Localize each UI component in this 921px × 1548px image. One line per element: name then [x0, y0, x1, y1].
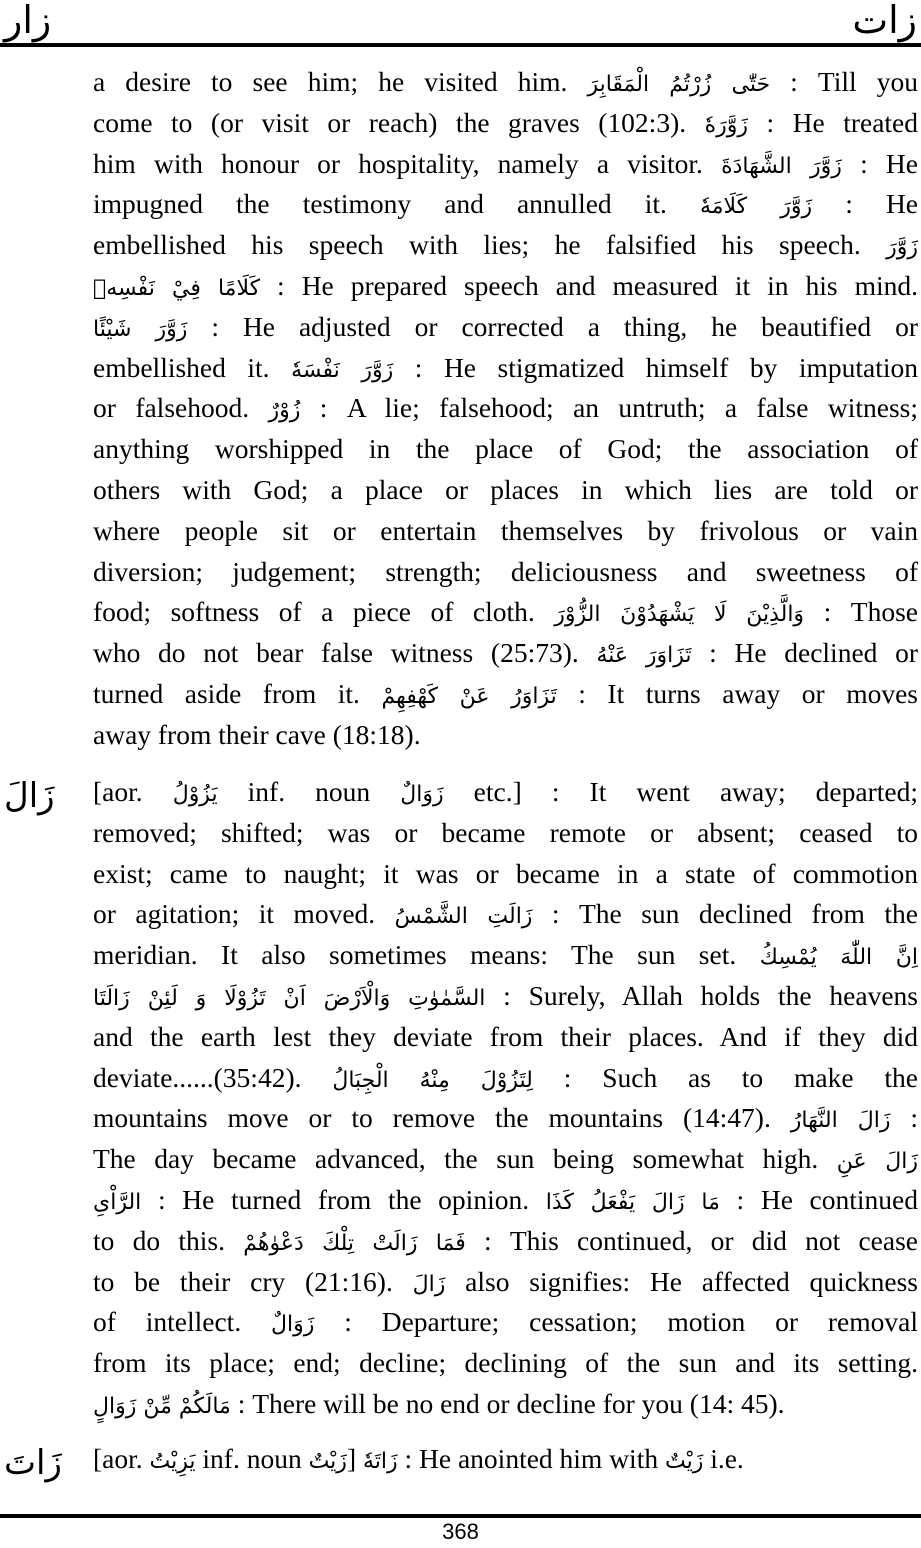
- english-text: who do not bear false witness (25:73).: [93, 637, 597, 669]
- entry-zala: [93, 772, 918, 1425]
- header-left-word: زار: [4, 0, 52, 42]
- text-line: [93, 144, 918, 185]
- arabic-phrase: زَوَّرَ الشَّهَادَةَ: [721, 153, 842, 179]
- english-text: embellished it.: [93, 351, 292, 383]
- text-line: [93, 1439, 918, 1480]
- text-line: [93, 62, 918, 103]
- english-text: : He continued: [719, 1183, 918, 1215]
- english-text: meridian. It also sometimes means: The sun set.: [93, 939, 760, 971]
- english-text: and the earth lest they deviate from their places. And if they did: [93, 1020, 918, 1052]
- english-text: mountains move or to remove the mountains (14:47).: [93, 1102, 791, 1134]
- arabic-phrase: لِتَزُوْلَ مِنْهُ الْجِبَالُ: [332, 1067, 533, 1093]
- english-text: : He turned from the opinion.: [141, 1183, 546, 1215]
- text-line: [93, 1180, 918, 1221]
- text-line: [93, 266, 918, 307]
- arabic-phrase: زَوَّرَ نَفْسَهٗ: [291, 357, 394, 383]
- english-text: : He: [841, 147, 918, 179]
- english-text: where people sit or entertain themselves by frivolous or vain: [93, 514, 918, 546]
- english-text: to be their cry (21:16).: [93, 1265, 413, 1297]
- text-line: [93, 429, 918, 470]
- english-text: : Such as to make the: [532, 1061, 918, 1093]
- english-text: also signifies: He affected quickness: [445, 1265, 918, 1297]
- arabic-phrase: الرَّاْىِ: [93, 1189, 142, 1215]
- english-text: [aor.: [93, 776, 173, 807]
- english-text: : He adjusted or corrected a thing, he beautified or: [187, 310, 918, 342]
- arabic-phrase: زَوَّرَ شَيْئًا: [93, 316, 188, 342]
- arabic-phrase: وَالَّذِيْنَ لَا يَشْهَدُوْنَ الزُّوْرَ: [554, 602, 805, 628]
- text-line: [93, 935, 918, 976]
- english-text: : Till you: [770, 66, 918, 97]
- english-text: come to (or visit or reach) the graves (102:3).: [93, 106, 705, 138]
- english-text: to do this.: [93, 1224, 244, 1256]
- arabic-phrase: زَيْتٌ: [308, 1449, 347, 1474]
- english-text: others with God; a place or places in which lies are told or: [93, 473, 918, 505]
- english-text: : There will be no end or decline for you (14: 45).: [230, 1387, 785, 1419]
- arabic-phrase: تَزَاوَرَ عَنْهُ: [596, 643, 692, 669]
- text-line: [93, 1262, 918, 1303]
- text-line: [93, 348, 918, 389]
- arabic-phrase: زَوَّرَهٗ: [704, 112, 749, 138]
- english-text: from its place; end; decline; declining of the sun and its setting.: [93, 1347, 918, 1379]
- arabic-phrase: زَاتَهٗ: [362, 1449, 398, 1474]
- text-line: [93, 854, 918, 895]
- english-text: : Departure; cessation; motion or removal: [314, 1306, 918, 1338]
- arabic-phrase: زَوَّرَ: [886, 235, 918, 261]
- text-line: [93, 307, 918, 348]
- english-text: :: [890, 1102, 918, 1134]
- text-line: [93, 388, 918, 429]
- text-line: [93, 813, 918, 854]
- arabic-phrase: زَالَ النَّهَارُ: [790, 1108, 891, 1134]
- arabic-phrase: اِنَّ اللّٰهَ يُمْسِكُ: [759, 945, 918, 971]
- arabic-phrase: السَّمٰوٰتِ وَالْاَرْضَ اَنْ تَزُوْلَا وَ لَئِنْ زَالَتَا: [93, 985, 486, 1011]
- text-line: [93, 976, 918, 1017]
- arabic-phrase: تَزَاوَرُ عَنْ كَهْفِهِمْ: [381, 683, 557, 709]
- text-line: [93, 1017, 918, 1058]
- header-rule: [0, 43, 921, 47]
- text-line: [93, 225, 918, 266]
- english-text: : The sun declined from the: [532, 898, 918, 930]
- entry-zata: [93, 1439, 918, 1480]
- english-text: or agitation; it moved.: [93, 898, 395, 930]
- english-text: : He anointed him with: [397, 1443, 665, 1474]
- text-line: [93, 184, 918, 225]
- arabic-phrase: زَالَ عَنِ: [836, 1149, 918, 1175]
- english-text: embellished his speech with lies; he falsified his speech.: [93, 229, 887, 261]
- english-text: a desire to see him; he visited him.: [93, 66, 588, 97]
- english-text: etc.] : It went away; departed;: [443, 776, 918, 807]
- english-text: i.e.: [703, 1443, 744, 1474]
- arabic-phrase: زَوَالٌ: [271, 1312, 315, 1338]
- text-line: [93, 715, 918, 756]
- text-line: [93, 592, 918, 633]
- text-line: [93, 511, 918, 552]
- text-line: [93, 1384, 918, 1425]
- arabic-phrase: مَا زَالَ يَفْعَلُ كَذَا: [545, 1189, 720, 1215]
- text-line: [93, 674, 918, 715]
- english-text: deviate......(35:42).: [93, 1061, 333, 1093]
- english-text: : This continued, or did not cease: [465, 1224, 918, 1256]
- english-text: [aor.: [93, 1443, 150, 1474]
- arabic-phrase: كَلَامًا فِيْ نَفْسِهٖ: [93, 275, 261, 301]
- arabic-phrase: زَيْتٌ: [664, 1449, 704, 1474]
- text-line: [93, 772, 918, 813]
- arabic-phrase: يَزِيْتُ: [149, 1449, 196, 1474]
- english-text: : Those: [804, 596, 918, 628]
- english-text: exist; came to naught; it was or became in a state of commotion: [93, 857, 918, 889]
- english-text: removed; shifted; was or became remote or absent; ceased to: [93, 816, 918, 848]
- english-text: : He: [812, 188, 918, 220]
- text-line: [93, 1058, 918, 1099]
- english-text: him with honour or hospitality, namely a visitor.: [93, 147, 722, 179]
- arabic-phrase: زَالَ: [412, 1271, 446, 1297]
- english-text: or falsehood.: [93, 392, 269, 424]
- headword-zata: زَاتَ: [4, 1443, 62, 1483]
- arabic-phrase: زُوْرٌ: [268, 398, 301, 424]
- english-text: impugned the testimony and annulled it.: [93, 188, 700, 220]
- english-text: anything worshipped in the place of God; the association of: [93, 433, 918, 465]
- entry-continuation: [93, 62, 918, 756]
- english-text: inf. noun: [195, 1443, 309, 1474]
- text-line: [93, 1302, 918, 1343]
- page-number: 368: [442, 1519, 479, 1544]
- arabic-phrase: مَالَكُمْ مِّنْ زَوَالٍ: [93, 1393, 231, 1419]
- english-text: : He stigmatized himself by imputation: [393, 351, 918, 383]
- text-line: [93, 552, 918, 593]
- text-line: [93, 1221, 918, 1262]
- english-text: turned aside from it.: [93, 677, 382, 709]
- header-right-word: زات: [852, 0, 917, 42]
- english-text: diversion; judgement; strength; deliciousness and sweetness of: [93, 555, 918, 587]
- english-text: : He treated: [748, 106, 918, 138]
- english-text: food; softness of a piece of cloth.: [93, 596, 555, 628]
- english-text: : A lie; falsehood; an untruth; a false witness;: [300, 392, 918, 424]
- text-line: [93, 1098, 918, 1139]
- arabic-phrase: زَالَتِ الشَّمْسُ: [394, 904, 533, 930]
- text-line: [93, 470, 918, 511]
- english-text: ]: [346, 1443, 363, 1474]
- english-text: of intellect.: [93, 1306, 272, 1338]
- arabic-phrase: فَمَا زَالَتْ تِلْكَ دَعْوٰهُمْ: [243, 1230, 466, 1256]
- text-line: [93, 103, 918, 144]
- text-line: [93, 894, 918, 935]
- arabic-phrase: زَوَالٌ: [400, 782, 444, 807]
- arabic-phrase: حَتّٰى زُرْتُمُ الْمَقَابِرَ: [587, 72, 771, 97]
- english-text: away from their cave (18:18).: [93, 718, 421, 750]
- english-text: The day became advanced, the sun being somewhat high.: [93, 1143, 837, 1175]
- english-text: : He declined or: [691, 637, 918, 669]
- text-line: [93, 1139, 918, 1180]
- arabic-phrase: زَوَّرَ كَلَامَهٗ: [699, 194, 813, 220]
- text-line: [93, 1343, 918, 1384]
- text-line: [93, 633, 918, 674]
- english-text: inf. noun: [217, 776, 401, 807]
- english-text: : He prepared speech and measured it in his mind.: [260, 269, 918, 301]
- headword-zala: زَالَ: [4, 776, 55, 816]
- english-text: : It turns away or moves: [556, 677, 918, 709]
- arabic-phrase: يَزُوْلُ: [172, 782, 218, 807]
- english-text: : Surely, Allah holds the heavens: [485, 979, 918, 1011]
